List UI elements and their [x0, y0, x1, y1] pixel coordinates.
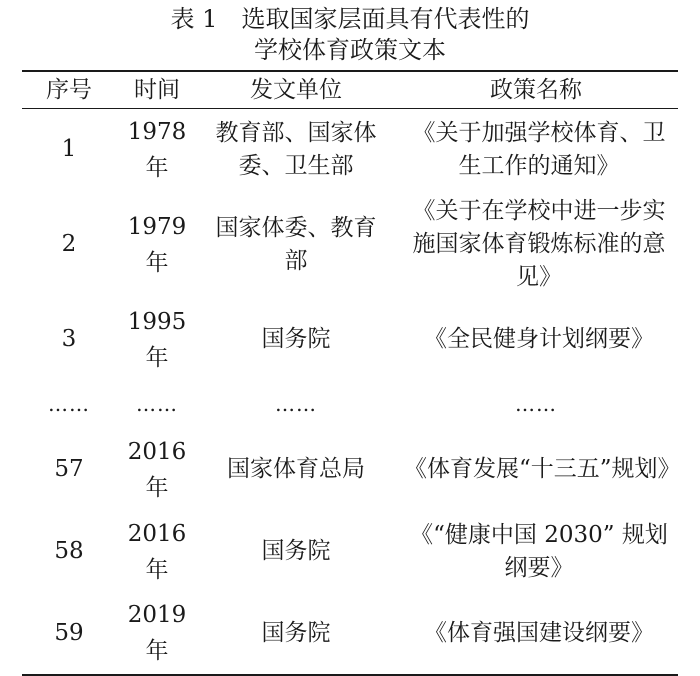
- ellipsis-row: [22, 381, 678, 429]
- cell-unit: 国务院: [198, 593, 394, 675]
- cell-no: 57: [54, 456, 84, 482]
- cell-time: [116, 191, 198, 299]
- cell-time: [116, 109, 198, 191]
- table-row: [22, 299, 678, 381]
- cell-time: [116, 593, 198, 675]
- cell-time: [116, 299, 198, 381]
- cell-no: 3: [61, 326, 77, 352]
- cell-unit: 国家体育总局: [227, 456, 365, 482]
- table-caption: [0, 0, 700, 70]
- cell-no: 58: [54, 538, 84, 564]
- cell-year: 2019: [127, 602, 187, 628]
- cell-year: 1978: [127, 118, 187, 145]
- cell-time: [116, 429, 198, 511]
- cell-name: 《全民健身计划纲要》: [424, 326, 654, 352]
- cell-no: 59: [22, 593, 116, 675]
- cell-unit: ……: [275, 392, 317, 416]
- cell-no: 1: [61, 136, 77, 163]
- cell-year-unit: 年: [145, 474, 169, 501]
- cell-no: ……: [48, 392, 90, 416]
- table-row: [22, 109, 678, 191]
- cell-unit: 教育部、国家体委、卫生部: [215, 119, 377, 179]
- caption-line-2: 学校体育政策文本: [254, 36, 446, 64]
- cell-year-unit: 年: [145, 556, 169, 583]
- table-row: [22, 593, 678, 675]
- header-unit: 发文单位: [198, 71, 394, 109]
- cell-unit: 国务院: [261, 326, 331, 352]
- header-name: 政策名称: [394, 71, 678, 109]
- cell-year-unit: 年: [145, 249, 169, 276]
- cell-name: 《关于加强学校体育、卫生工作的通知》: [412, 119, 666, 179]
- cell-unit: 国家体委、教育部: [215, 214, 377, 274]
- cell-year: 2016: [127, 520, 187, 547]
- policy-table: [22, 70, 681, 676]
- cell-name: ……: [515, 392, 557, 416]
- cell-name: 《“健康中国 2030” 规划纲要》: [410, 521, 668, 581]
- cell-year-unit: 年: [145, 154, 169, 181]
- header-row: [22, 71, 678, 109]
- table-row: [22, 511, 678, 593]
- cell-name: 《关于在学校中进一步实施国家体育锻炼标准的意见》: [412, 198, 666, 290]
- cell-name: 《体育发展“十三五”规划》: [404, 456, 681, 482]
- cell-year-unit: 年: [145, 344, 169, 371]
- cell-unit: 国务院: [261, 538, 331, 564]
- header-time: 时间: [116, 71, 198, 109]
- cell-year: 1979: [127, 213, 187, 240]
- table-row: [22, 429, 678, 511]
- header-no: 序号: [22, 71, 116, 109]
- table-row: [22, 191, 678, 299]
- cell-year: 1995: [127, 308, 187, 335]
- cell-no: 2: [61, 231, 77, 257]
- caption-line-1: 表 1 选取国家层面具有代表性的: [170, 5, 530, 33]
- cell-time: [116, 511, 198, 593]
- cell-name: 《体育强国建设纲要》: [394, 593, 678, 675]
- cell-year-unit: 年: [145, 638, 169, 664]
- cell-year: 2016: [127, 438, 187, 465]
- cell-time: ……: [136, 392, 178, 416]
